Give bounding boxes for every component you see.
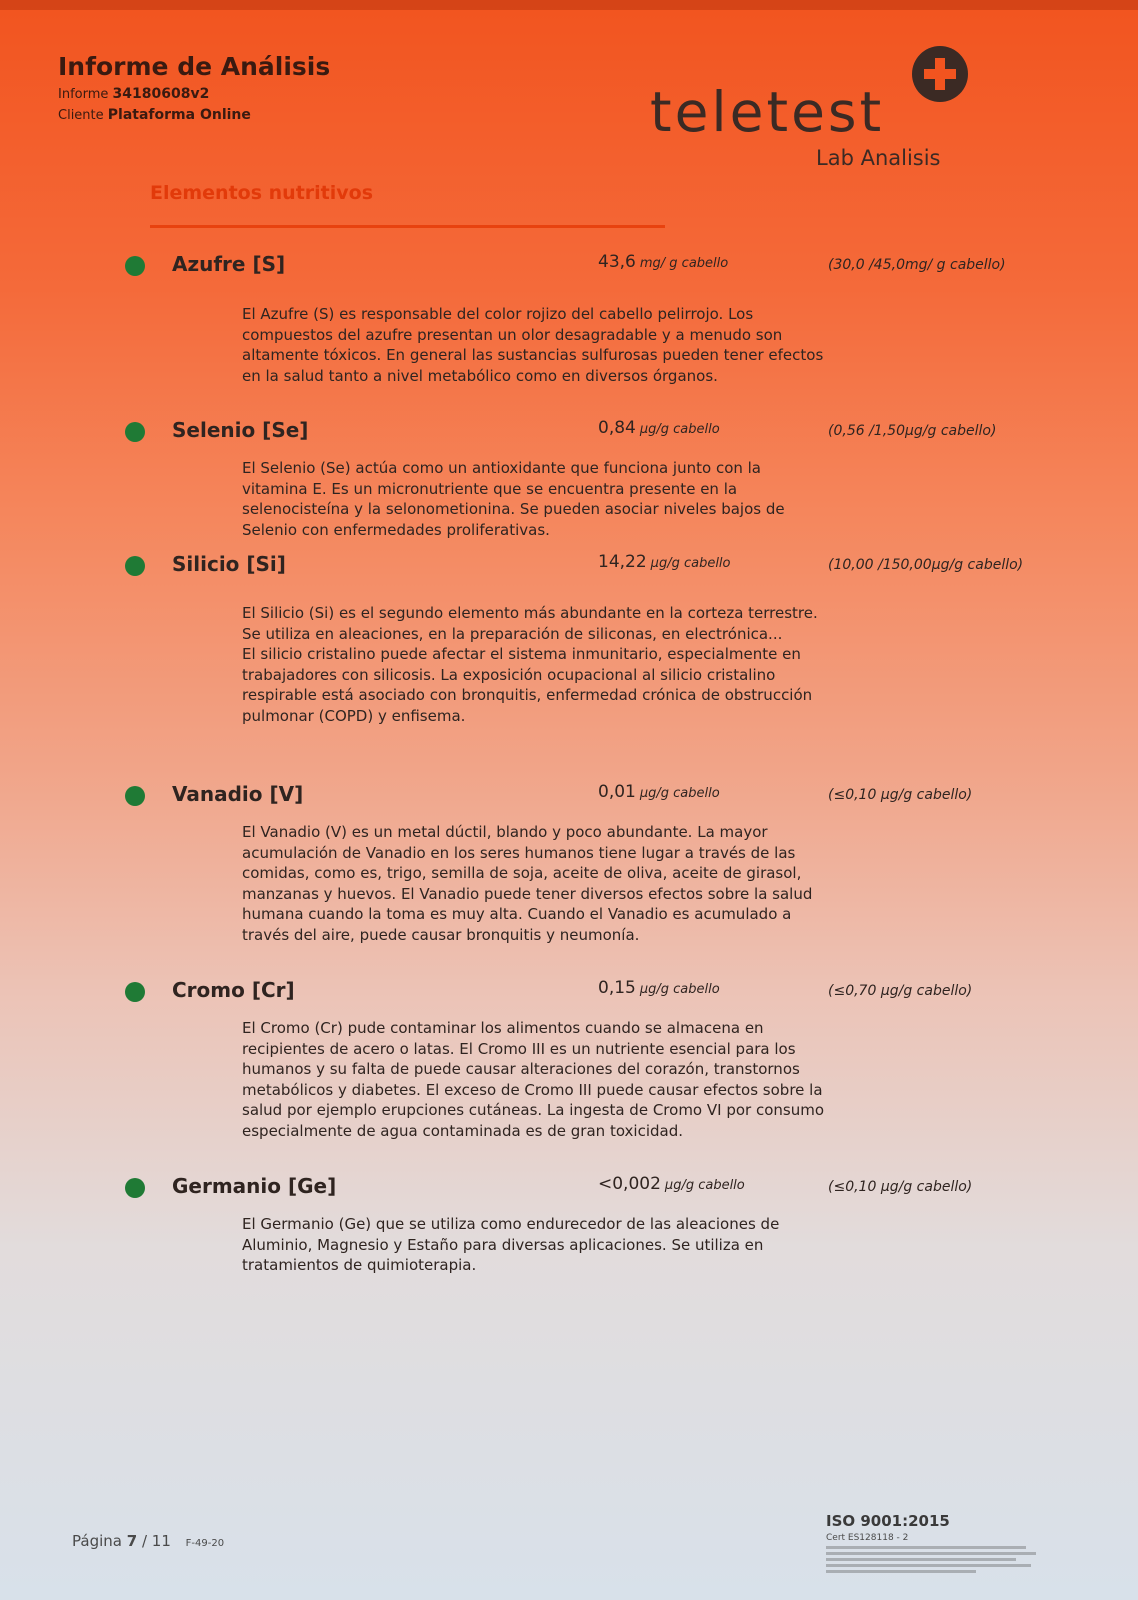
value-number: 0,15 [598,978,636,998]
iso-certification: ISO 9001:2015 [826,1512,950,1530]
reference-range: (≤0,10 µg/g cabello) [828,787,973,803]
element-value [598,552,731,572]
page-total: 11 [151,1532,171,1550]
element-name: Cromo [Cr] [172,978,295,1002]
plus-cross-icon [912,46,968,102]
reference-range: (10,00 /150,00µg/g cabello) [828,557,1024,573]
description-paragraph: El silicio cristalino puede afectar el sistema inmunitario, especialmente en trabajadores con silicosis. La exposición ocupacional al silicio cristalino respirable está asociado con bronquitis, enfermedad crónica de obstrucción pulmonar (COPD) y enfisema. [242,645,813,725]
element-value [598,252,728,272]
page-number [72,1532,224,1550]
element-description [242,458,827,540]
value-number: 14,22 [598,552,647,572]
description-paragraph: El Silicio (Si) es el segundo elemento más abundante en la corteza terrestre. Se utiliza en aleaciones, en la preparación de siliconas, en electrónica... [242,604,818,643]
report-id-line [58,86,209,102]
element-value [598,782,720,802]
value-number: <0,002 [598,1174,661,1194]
logo-wordmark: teletest [650,80,885,144]
description-paragraph: El Selenio (Se) actúa como un antioxidante que funciona junto con la vitamina E. Es un micronutriente que se encuentra presente en la selenocisteína y la selonometionina. Se pueden asociar niveles bajos de Selenio con enfermedades proliferativas. [242,459,785,539]
status-dot-icon [125,256,145,276]
element-description [242,822,827,945]
element-name: Silicio [Si] [172,552,286,576]
element-name: Azufre [S] [172,252,286,276]
element-description [242,1018,827,1141]
client-label: Cliente [58,108,104,123]
page-label: Página [72,1532,122,1550]
page-separator: / [141,1532,148,1550]
section-title: Elementos nutritivos [150,182,374,204]
description-paragraph: El Vanadio (V) es un metal dúctil, blando y poco abundante. La mayor acumulación de Vanadio en los seres humanos tiene lugar a través de las comidas, como es, trigo, semilla de soja, aceite de oliva, aceite de girasol, manzanas y huevos. El Vanadio puede tener diversos efectos sobre la salud humana cuando la toma es muy alta. Cuando el Vanadio es acumulado a través del aire, puede causar bronquitis y neumonía. [242,823,813,944]
description-paragraph: El Azufre (S) es responsable del color rojizo del cabello pelirrojo. Los compuestos del azufre presentan un olor desagradable y a menudo son altamente tóxicos. En general las sustancias sulfurosas pueden tener efectos en la salud tanto a nivel metabólico como en diversos órganos. [242,305,824,385]
cert-number: Cert ES128118 - 2 [826,1533,909,1543]
reference-range: (30,0 /45,0mg/ g cabello) [828,257,1006,273]
description-paragraph: El Cromo (Cr) pude contaminar los alimentos cuando se almacena en recipientes de acero o latas. El Cromo III es un nutriente esencial para los humanos y su falta de puede causar alteraciones del corazón, transtornos metabólicos y diabetes. El exceso de Cromo III puede causar efectos sobre la salud por ejemplo erupciones cutáneas. La ingesta de Cromo VI por consumo especialmente de agua contaminada es de gran toxicidad. [242,1019,825,1140]
reference-range: (≤0,70 µg/g cabello) [828,983,973,999]
report-id-label: Informe [58,87,109,102]
form-code: F-49-20 [185,1538,225,1549]
description-paragraph: El Germanio (Ge) que se utiliza como endurecedor de las aleaciones de Aluminio, Magnesio y Estaño para diversas aplicaciones. Se utiliza en tratamientos de quimioterapia. [242,1215,780,1274]
value-unit: µg/g cabello [664,1178,745,1193]
element-value [598,418,720,438]
value-number: 0,84 [598,418,636,438]
certification-fine-print [826,1546,1046,1576]
client-value: Plataforma Online [107,107,251,123]
status-dot-icon [125,1178,145,1198]
value-unit: mg/ g cabello [639,256,729,271]
page-title: Informe de Análisis [58,52,331,81]
element-value [598,978,720,998]
reference-range: (≤0,10 µg/g cabello) [828,1179,973,1195]
element-name: Germanio [Ge] [172,1174,337,1198]
element-name: Vanadio [V] [172,782,304,806]
report-id-value: 34180608v2 [112,86,210,102]
value-number: 43,6 [598,252,636,272]
logo-subtitle: Lab Analisis [816,146,941,170]
value-unit: µg/g cabello [639,982,720,997]
status-dot-icon [125,422,145,442]
element-description [242,1214,827,1276]
teletest-logo [650,40,980,175]
value-number: 0,01 [598,782,636,802]
scan-edge [0,0,1138,10]
value-unit: µg/g cabello [650,556,731,571]
section-divider [150,225,665,228]
element-value [598,1174,745,1194]
element-name: Selenio [Se] [172,418,309,442]
status-dot-icon [125,786,145,806]
element-description [242,603,827,726]
client-line [58,107,251,123]
page-current: 7 [126,1532,138,1550]
value-unit: µg/g cabello [639,786,720,801]
value-unit: µg/g cabello [639,422,720,437]
status-dot-icon [125,982,145,1002]
reference-range: (0,56 /1,50µg/g cabello) [828,423,997,439]
element-description [242,304,827,386]
status-dot-icon [125,556,145,576]
